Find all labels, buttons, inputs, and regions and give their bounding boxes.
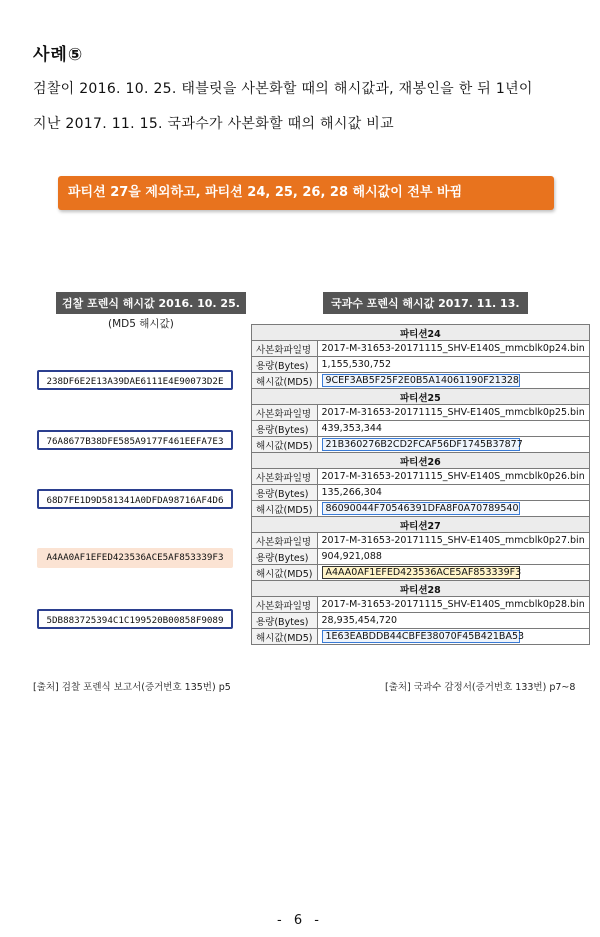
- prosecution-hash-p28: 5DB883725394C1C199520B00858F9089: [37, 609, 233, 629]
- file-name: 2017-M-31653-20171115_SHV-E140S_mmcblk0p24.bin: [317, 341, 589, 357]
- file-name: 2017-M-31653-20171115_SHV-E140S_mmcblk0p26.bin: [317, 469, 589, 485]
- hash-value: 1E63EABDDB44CBFE38070F45B421BA53: [322, 630, 520, 643]
- file-name: 2017-M-31653-20171115_SHV-E140S_mmcblk0p28.bin: [317, 597, 589, 613]
- prosecution-hash-p27: A4AA0AF1EFED423536ACE5AF853339F3: [37, 548, 233, 568]
- partition-header: 파티션26: [252, 453, 590, 469]
- page-number: - 6 -: [277, 913, 323, 928]
- file-name: 2017-M-31653-20171115_SHV-E140S_mmcblk0p27.bin: [317, 533, 589, 549]
- hash-label: 해시값(MD5): [252, 501, 318, 517]
- size-label: 용량(Bytes): [252, 549, 318, 565]
- prosecution-hash-p24: 238DF6E2E13A39DAE6111E4E90073D2E: [37, 370, 233, 390]
- hash-label: 해시값(MD5): [252, 437, 318, 453]
- hash-label: 해시값(MD5): [252, 629, 318, 645]
- size-label: 용량(Bytes): [252, 357, 318, 373]
- prosecution-hash-subtitle: (MD5 해시값): [108, 318, 174, 330]
- file-size: 904,921,088: [317, 549, 589, 565]
- file-label: 사본화파일명: [252, 597, 318, 613]
- hash-label: 해시값(MD5): [252, 565, 318, 581]
- prosecution-hash-title: 검찰 포렌식 해시값 2016. 10. 25.: [56, 292, 246, 314]
- partition-header: 파티션24: [252, 325, 590, 341]
- paragraph-line-1: 검찰이 2016. 10. 25. 태블릿을 사본화할 때의 해시값과, 재봉인을 한 뒤 1년이: [33, 81, 533, 97]
- file-label: 사본화파일명: [252, 405, 318, 421]
- size-label: 용량(Bytes): [252, 485, 318, 501]
- prosecution-hash-p25: 76A8677B38DFE585A9177F461EEFA7E3: [37, 430, 233, 450]
- file-size: 1,155,530,752: [317, 357, 589, 373]
- file-size: 439,353,344: [317, 421, 589, 437]
- section-heading: 사례⑤: [33, 45, 84, 65]
- hash-value-matching: A4AA0AF1EFED423536ACE5AF853339F3: [322, 566, 520, 579]
- partition-header: 파티션27: [252, 517, 590, 533]
- file-name: 2017-M-31653-20171115_SHV-E140S_mmcblk0p25.bin: [317, 405, 589, 421]
- partition-header: 파티션25: [252, 389, 590, 405]
- file-label: 사본화파일명: [252, 341, 318, 357]
- nfs-hash-title: 국과수 포렌식 해시값 2017. 11. 13.: [323, 292, 528, 314]
- source-right: [출처] 국과수 감정서(증거번호 133번) p7~8: [385, 682, 576, 693]
- nfs-hash-table: [251, 324, 590, 645]
- hash-label: 해시값(MD5): [252, 373, 318, 389]
- summary-banner: 파티션 27을 제외하고, 파티션 24, 25, 26, 28 해시값이 전부 바뀜: [58, 176, 554, 210]
- prosecution-hash-p26: 68D7FE1D9D581341A0DFDA98716AF4D6: [37, 489, 233, 509]
- file-label: 사본화파일명: [252, 469, 318, 485]
- file-size: 135,266,304: [317, 485, 589, 501]
- hash-value: 86090044F70546391DFA8F0A70789540: [322, 502, 520, 515]
- size-label: 용량(Bytes): [252, 613, 318, 629]
- paragraph-line-2: 지난 2017. 11. 15. 국과수가 사본화할 때의 해시값 비교: [33, 116, 394, 132]
- source-left: [출처] 검찰 포렌식 보고서(증거번호 135번) p5: [33, 682, 231, 693]
- file-label: 사본화파일명: [252, 533, 318, 549]
- hash-value: 21B360276B2CD2FCAF56DF1745B37877: [322, 438, 520, 451]
- file-size: 28,935,454,720: [317, 613, 589, 629]
- size-label: 용량(Bytes): [252, 421, 318, 437]
- partition-header: 파티션28: [252, 581, 590, 597]
- hash-value: 9CEF3AB5F25F2E0B5A14061190F21328: [322, 374, 520, 387]
